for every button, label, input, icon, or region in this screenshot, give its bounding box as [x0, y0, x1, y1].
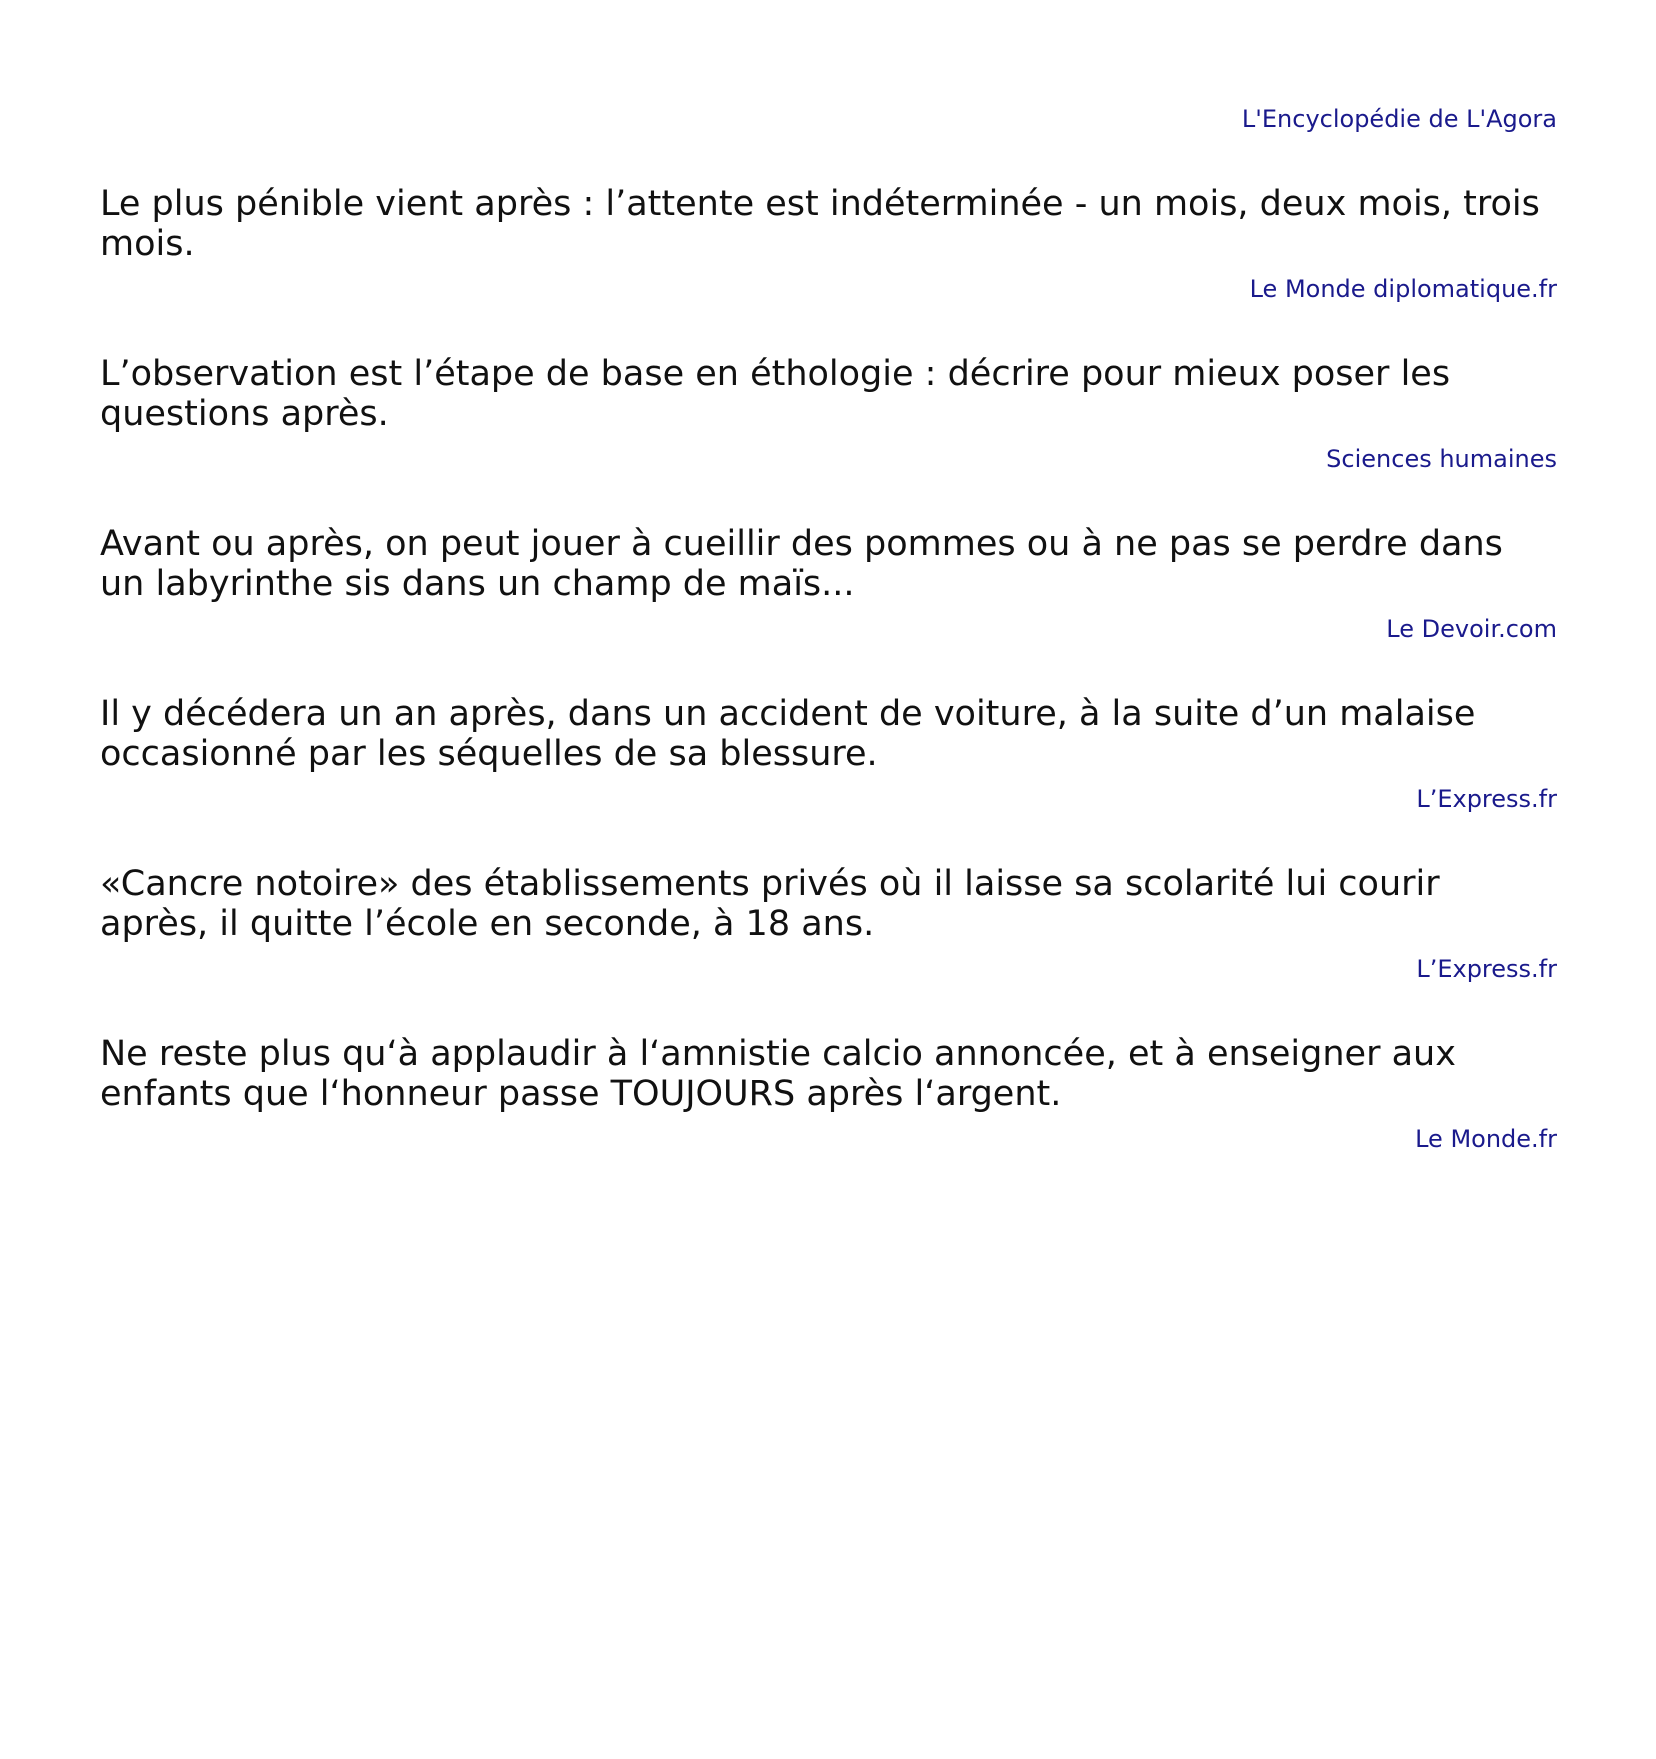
quote-entry — [100, 184, 1557, 304]
quote-entry — [100, 524, 1557, 644]
document-page — [100, 0, 1557, 1154]
source-label: L’Express.fr — [1416, 955, 1557, 983]
source-label: Le Devoir.com — [1386, 615, 1557, 643]
source-label: L'Encyclopédie de L'Agora — [1241, 105, 1557, 133]
quote-entry — [100, 694, 1557, 814]
quote-text: «Cancre notoire» des établissements privés où il laisse sa scolarité lui courir après, il quitte l’école en seconde, à 18 ans. — [100, 864, 1440, 944]
quote-text: Avant ou après, on peut jouer à cueillir des pommes ou à ne pas se perdre dans un labyrinthe sis dans un champ de maïs... — [100, 524, 1503, 604]
quote-text: Le plus pénible vient après : l’attente est indéterminée - un mois, deux mois, trois mois. — [100, 184, 1540, 264]
quote-entry — [100, 1034, 1557, 1154]
quote-text: Ne reste plus qu‘à applaudir à l‘amnistie calcio annoncée, et à enseigner aux enfants que l‘honneur passe TOUJOURS après l‘argent. — [100, 1034, 1456, 1114]
quote-text: L’observation est l’étape de base en éthologie : décrire pour mieux poser les questions après. — [100, 354, 1451, 434]
source-label: Sciences humaines — [1326, 445, 1557, 473]
source-label: Le Monde diplomatique.fr — [1249, 275, 1557, 303]
quote-entry — [100, 354, 1557, 474]
source-label: L’Express.fr — [1416, 785, 1557, 813]
quote-entry — [100, 864, 1557, 984]
quote-text: Il y décédera un an après, dans un accident de voiture, à la suite d’un malaise occasionné par les séquelles de sa blessure. — [100, 694, 1476, 774]
source-label: Le Monde.fr — [1415, 1125, 1557, 1153]
